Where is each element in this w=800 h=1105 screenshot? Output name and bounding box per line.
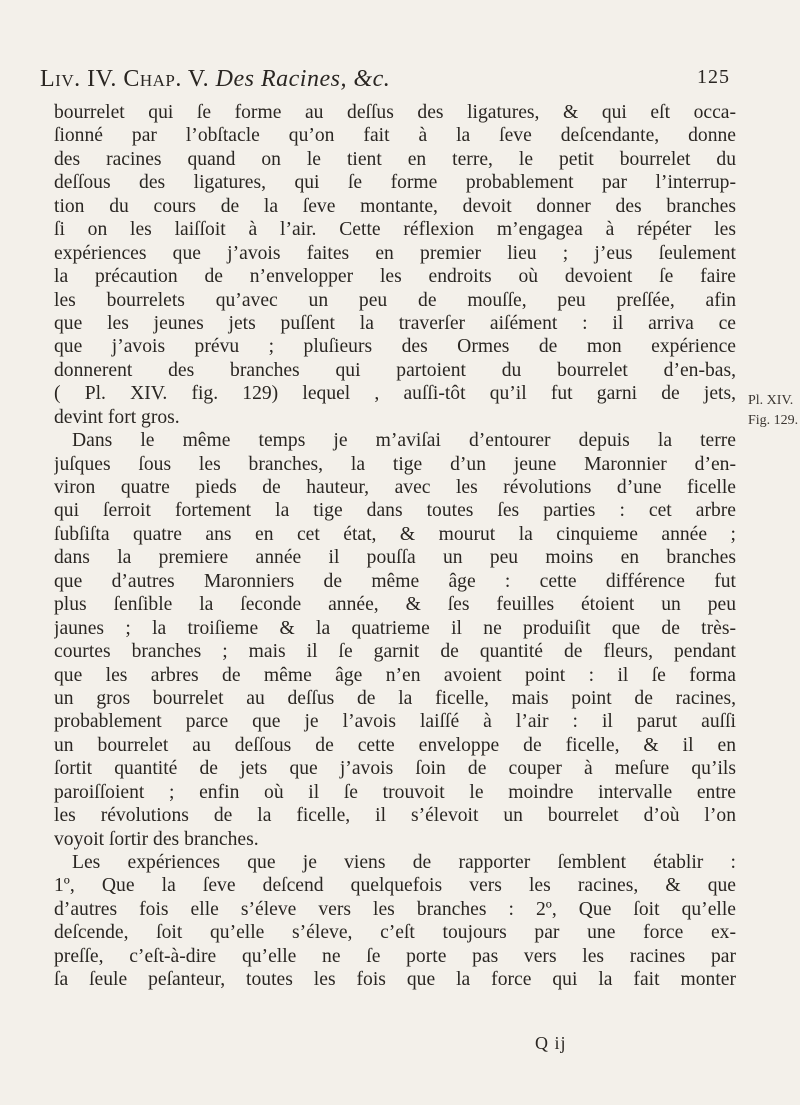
running-head [40,66,730,96]
text-line: un gros bourrelet au deſſus de la ficelle, mais point de racines, [54,687,736,709]
text-line: juſques ſous les branches, la tige d’un jeune Maronnier d’en- [54,453,736,475]
text-line: d’autres fois elle s’éleve vers les branches : 2º, Que ſoit qu’elle [54,898,736,920]
text-line: bourrelet qui ſe forme au deſſus des ligatures, & qui eſt occa- [54,102,736,123]
page-number: 125 [697,66,730,88]
text-line: probablement parce que je l’avois laiſſé à l’air : il parut auſſi [54,711,736,733]
text-line: preſſe, c’eſt-à-dire qu’elle ne ſe porte pas vers les racines par [54,945,736,967]
text-line: 1º, Que la ſeve deſcend quelquefois vers les racines, & que [54,875,736,897]
text-line: tion du cours de la ſeve montante, devoit donner des branches [54,195,736,217]
running-head-chapter: Liv. IV. Chap. V. [40,66,210,92]
text-line: que les arbres de même âge n’en avoient point : il ſe forma [54,664,736,686]
running-head-title: Des Racines, &c. [215,66,391,92]
text-line: ſubſiſta quatre ans en cet état, & mourut la cinquieme année ; [54,523,736,545]
text-line: la précaution de n’envelopper les endroits où devoient ſe faire [54,266,736,288]
text-line: les révolutions de la ficelle, il s’élevoit un bourrelet d’où l’on [54,805,736,827]
text-line: paroiſſoient ; enfin où il ſe trouvoit le moindre intervalle entre [54,781,736,803]
text-line: que d’autres Maronniers de même âge : cette différence fut [54,570,736,592]
text-line: ſi on les laiſſoit à l’air. Cette réflexion m’engagea à répéter les [54,219,736,241]
text-line: deſſous des ligatures, qui ſe forme probablement par l’interrup- [54,172,736,194]
text-line: que les jeunes jets puſſent la traverſer aiſément : il arriva ce [54,312,736,334]
text-line: les bourrelets qu’avec un peu de mouſſe, peu preſſée, afin [54,289,736,311]
text-line: plus ſenſible la ſeconde année, & ſes feuilles étoient un peu [54,594,736,616]
text-line: courtes branches ; mais il ſe garnit de quantité de fleurs, pendant [54,641,736,663]
text-line: ſa ſeule peſanteur, toutes les fois que la force qui la fait monter [54,969,736,991]
text-line: des racines quand on le tient en terre, le petit bourrelet du [54,148,736,170]
signature-mark: Q ij [535,1033,567,1053]
text-line: ſionné par l’obſtacle qu’on fait à la ſeve deſcendante, donne [54,125,736,147]
text-line: ( Pl. XIV. fig. 129) lequel , auſſi-tôt qu’il fut garni de jets, [54,383,736,405]
text-line: deſcende, ſoit qu’elle s’éleve, c’eſt toujours par une force ex- [54,922,736,944]
text-line: que j’avois prévu ; pluſieurs des Ormes de mon expérience [54,336,736,358]
body-text [54,101,736,992]
text-line: qui ſerroit fortement la tige dans toutes ſes parties : cet arbre [54,500,736,522]
text-line: dans la premiere année il pouſſa un peu moins en branches [54,547,736,569]
text-line: un bourrelet au deſſous de cette enveloppe de ficelle, & il en [54,734,736,756]
margin-note-figure: Fig. 129. [748,413,799,428]
text-line: Les expériences que je viens de rapporter ſemblent établir : [72,852,736,873]
text-line: donnerent des branches qui partoient du bourrelet d’en-bas, [54,359,736,381]
text-line: Dans le même temps je m’aviſai d’entourer depuis la terre [72,430,736,452]
text-line: devint fort gros. [54,406,180,428]
margin-note [748,391,800,431]
text-line: ſortit quantité de jets que j’avois ſoin de couper à meſure qu’ils [54,758,736,780]
margin-note-plate: Pl. XIV. [748,393,794,408]
text-line: viron quatre pieds de hauteur, avec les révolutions d’une ficelle [54,477,736,498]
text-line: jaunes ; la troiſieme & la quatrieme il ne produiſit que de très- [54,617,736,639]
text-line: expériences que j’avois faites en premier lieu ; j’eus ſeulement [54,242,736,264]
text-line: voyoit ſortir des branches. [54,828,259,850]
